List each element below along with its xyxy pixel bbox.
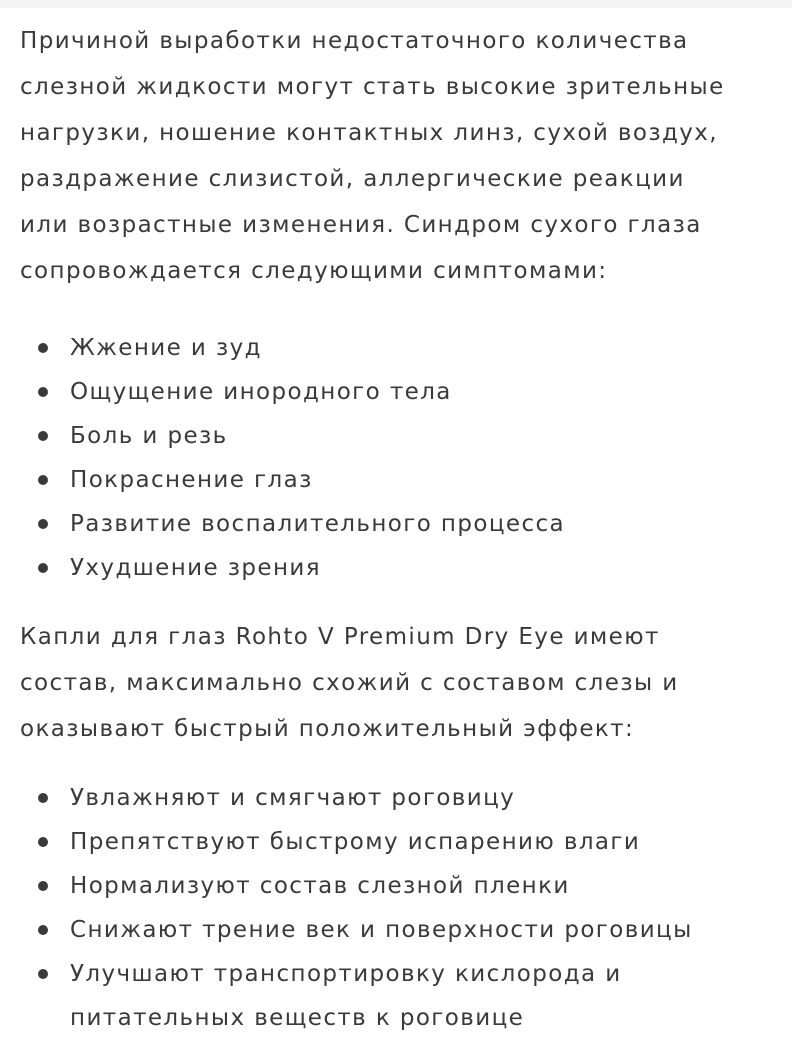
- effect-item: [70, 820, 772, 864]
- symptom-item: [70, 370, 772, 414]
- symptom-item: [70, 546, 772, 590]
- paragraph-line: или возрастные изменения. Синдром сухого глаза: [20, 212, 702, 238]
- symptom-item: [70, 458, 772, 502]
- list-item-text-continuation: питательных веществ к роговице: [70, 1005, 525, 1031]
- symptoms-list: [20, 326, 772, 590]
- top-edge-strip: [0, 0, 792, 8]
- paragraph-line: Капли для глаз Rohto V Premium Dry Eye имеют: [20, 624, 660, 650]
- bullet-dot-icon: [38, 969, 48, 979]
- effects-list: [20, 776, 772, 1040]
- bullet-dot-icon: [38, 431, 48, 441]
- paragraph-line: состав, максимально схожий с составом слезы и: [20, 670, 679, 696]
- article-content: [0, 8, 792, 1040]
- paragraph-line: раздражение слизистой, аллергические реакции: [20, 166, 685, 192]
- effect-item: [70, 864, 772, 908]
- effect-item: [70, 908, 772, 952]
- paragraph-line: оказывают быстрый положительный эффект:: [20, 716, 635, 742]
- list-item-text: Нормализуют состав слезной пленки: [70, 873, 570, 899]
- bullet-dot-icon: [38, 563, 48, 573]
- bullet-dot-icon: [38, 475, 48, 485]
- effect-item: [70, 776, 772, 820]
- list-item-text: Ухудшение зрения: [70, 555, 321, 581]
- list-item-text: Покраснение глаз: [70, 467, 313, 493]
- list-item-text: Жжение и зуд: [70, 335, 262, 361]
- symptom-item: [70, 414, 772, 458]
- symptom-item: [70, 502, 772, 546]
- intro-paragraph: [20, 18, 772, 294]
- paragraph-line: Причиной выработки недостаточного количества: [20, 28, 689, 54]
- list-item-text: Снижают трение век и поверхности роговицы: [70, 917, 693, 943]
- list-item-text: Боль и резь: [70, 423, 228, 449]
- bullet-dot-icon: [38, 925, 48, 935]
- paragraph-line: нагрузки, ношение контактных линз, сухой воздух,: [20, 120, 719, 146]
- effect-item: [70, 952, 772, 1040]
- bullet-dot-icon: [38, 837, 48, 847]
- list-item-text: Развитие воспалительного процесса: [70, 511, 566, 537]
- bullet-dot-icon: [38, 387, 48, 397]
- paragraph-line: слезной жидкости могут стать высокие зрительные: [20, 74, 725, 100]
- bullet-dot-icon: [38, 881, 48, 891]
- list-item-text: Увлажняют и смягчают роговицу: [70, 785, 516, 811]
- product-paragraph: [20, 614, 772, 752]
- symptom-item: [70, 326, 772, 370]
- bullet-dot-icon: [38, 519, 48, 529]
- list-item-text: Препятствуют быстрому испарению влаги: [70, 829, 641, 855]
- list-item-text: Улучшают транспортировку кислорода и: [70, 961, 622, 987]
- paragraph-line: сопровождается следующими симптомами:: [20, 258, 608, 284]
- bullet-dot-icon: [38, 343, 48, 353]
- list-item-text: Ощущение инородного тела: [70, 379, 452, 405]
- bullet-dot-icon: [38, 793, 48, 803]
